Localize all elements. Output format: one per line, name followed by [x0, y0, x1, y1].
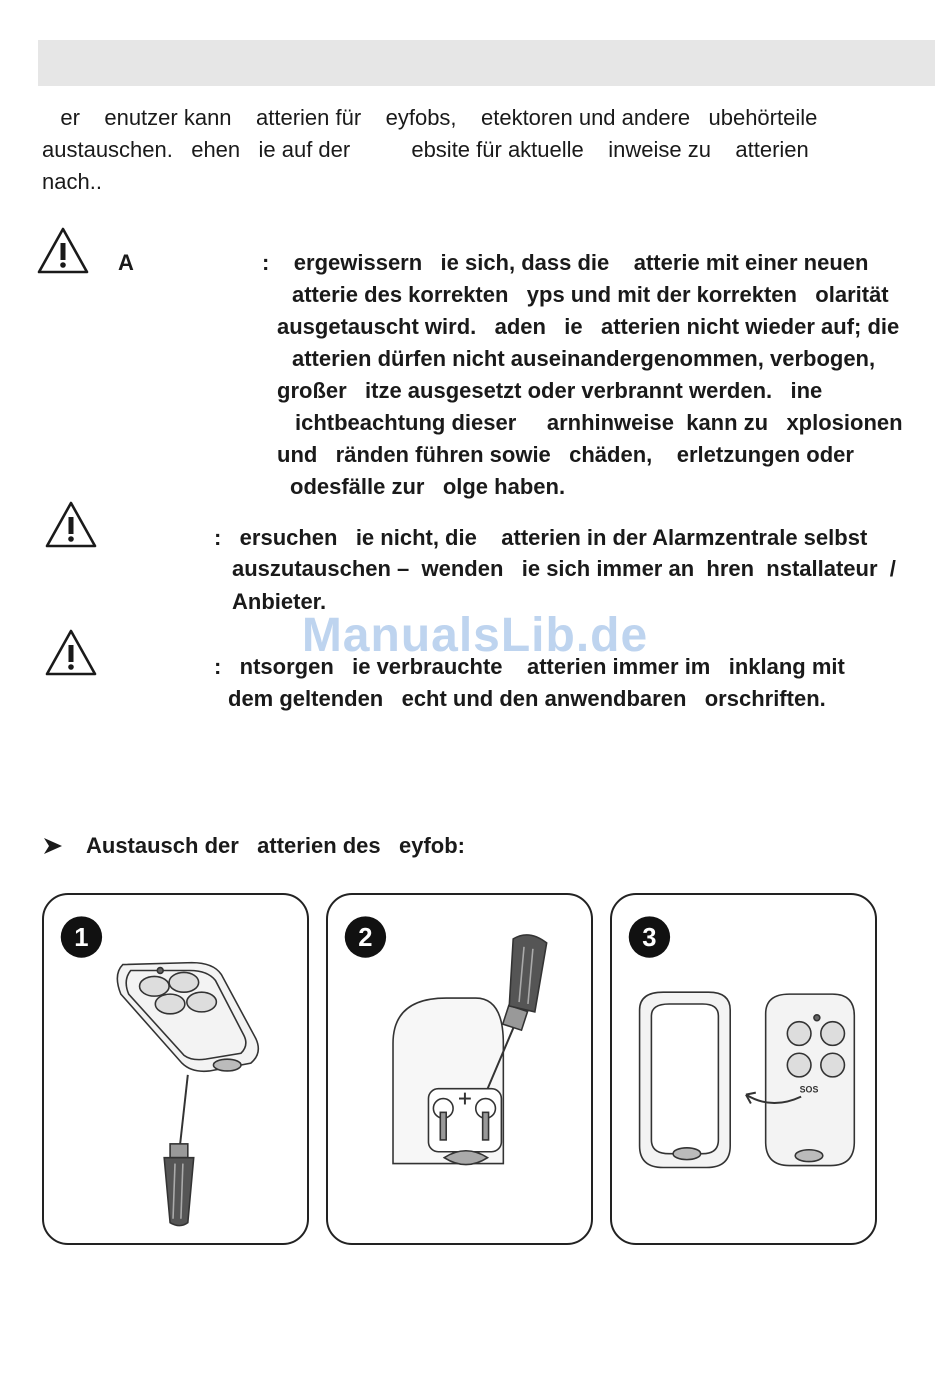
sos-label: SOS	[799, 1084, 819, 1095]
warning-line: atterien dürfen nicht auseinandergenommen, verbogen,	[292, 346, 876, 371]
intro-line: austauschen. ehen ie auf der ebsite für aktuelle inweise zu atterien	[42, 137, 809, 162]
warning-triangle-icon	[44, 500, 98, 550]
warning-line: ausgetauscht wird. aden ie atterien nicht wieder auf; die	[277, 314, 900, 339]
arrowhead-bullet-icon	[42, 836, 64, 856]
warning-line: auszutauschen – wenden ie sich immer an hren nstallateur /	[232, 556, 896, 581]
warning-line: : ntsorgen ie verbrauchte atterien immer im inklang mit	[214, 654, 845, 679]
step-number: 2	[358, 923, 373, 952]
intro-line: nach..	[42, 169, 102, 194]
warning-line: atterie des korrekten yps und mit der korrekten olarität	[292, 282, 889, 307]
warning-line: : ergewissern ie sich, dass die atterie mit einer neuen	[262, 250, 869, 275]
keyfob-back-case-illustration	[640, 992, 731, 1167]
warning-line: dem geltenden echt und den anwendbaren orschriften.	[228, 686, 826, 711]
intro-paragraph	[42, 102, 922, 198]
step-number: 1	[74, 923, 89, 952]
warning-line: und ränden führen sowie chäden, erletzungen oder	[277, 442, 854, 467]
warning-line: ichtbeachtung dieser arnhinweise kann zu xplosionen	[295, 410, 903, 435]
step-panel-3	[610, 893, 877, 1245]
intro-line: er enutzer kann atterien für eyfobs, etektoren und andere ubehörteile	[42, 105, 818, 130]
step-number: 3	[642, 923, 657, 952]
warning-line: odesfälle zur olge haben.	[290, 474, 566, 499]
warning-line: Anbieter.	[232, 589, 327, 614]
keyfob-front-illustration	[766, 994, 855, 1165]
step-number-badge	[345, 916, 386, 957]
header-bar	[38, 40, 935, 86]
warning-line: : ersuchen ie nicht, die atterien in der Alarmzentrale selbst	[214, 525, 868, 550]
section-title: Austausch der atterien des eyfob:	[86, 833, 465, 858]
step-panel-2	[326, 893, 593, 1245]
step-panel-1	[42, 893, 309, 1245]
screwdriver-illustration	[164, 1075, 194, 1226]
step-number-badge	[61, 916, 102, 957]
keyfob-illustration	[117, 963, 258, 1072]
warning-triangle-icon	[44, 628, 98, 678]
watermark: ManualsLib.de	[301, 609, 649, 662]
step-number-badge	[629, 916, 670, 957]
battery-compartment-illustration	[393, 998, 503, 1164]
warning-line: großer itze ausgesetzt oder verbrannt werden. ine	[277, 378, 823, 403]
warning-label: A	[118, 250, 134, 275]
warning-triangle-icon	[36, 226, 90, 276]
